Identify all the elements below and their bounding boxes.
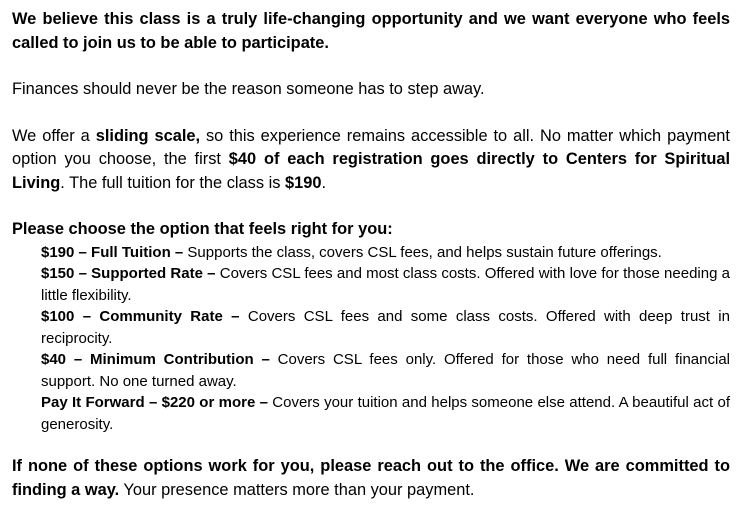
- sliding-scale-term: sliding scale,: [95, 126, 201, 145]
- option-description: Covers your tuition and helps someone else attend. A beautiful act of generosity.: [41, 394, 730, 433]
- offer-text-1: We offer a: [12, 126, 96, 145]
- option-full-tuition: [41, 242, 730, 264]
- option-supported-rate: [41, 263, 730, 306]
- closing-bold: If none of these options work for you, please reach out to the office. We are committed to finding a way.: [12, 457, 730, 499]
- closing-plain: Your presence matters more than your payment.: [119, 480, 475, 499]
- option-pay-it-forward: [41, 392, 730, 435]
- sliding-scale-paragraph: [12, 125, 730, 196]
- option-label: $150 – Supported Rate –: [41, 265, 220, 282]
- option-description: Covers CSL fees and some class costs. Offered with deep trust in reciprocity.: [41, 308, 730, 347]
- pricing-options-list: [12, 242, 730, 436]
- option-label: $40 – Minimum Contribution –: [41, 351, 278, 368]
- choose-heading: Please choose the option that feels right for you:: [12, 220, 393, 238]
- option-label: Pay It Forward – $220 or more –: [41, 394, 273, 411]
- csl-portion-note: $40 of each registration goes directly to Centers for Spiritual Living: [12, 150, 731, 192]
- option-description: Covers CSL fees and most class costs. Offered with love for those needing a little flexibility.: [41, 265, 731, 304]
- option-community-rate: [41, 306, 730, 349]
- option-label: $190 – Full Tuition –: [41, 243, 188, 261]
- option-label: $100 – Community Rate –: [41, 308, 248, 325]
- option-description: Covers CSL fees only. Offered for those who need full financial support. No one turned away.: [41, 351, 730, 390]
- intro-paragraph: We believe this class is a truly life-changing opportunity and we want everyone who feels called to join us to be able to participate.: [12, 10, 730, 52]
- offer-text-3: . The full tuition for the class is: [60, 173, 285, 192]
- option-description: Supports the class, covers CSL fees, and helps sustain future offerings.: [187, 243, 662, 261]
- full-tuition-amount: $190: [284, 173, 322, 192]
- offer-text-2: so this experience remains accessible to all. No matter which payment option you choose, the first: [12, 126, 730, 168]
- closing-paragraph: [12, 455, 730, 502]
- finances-paragraph: Finances should never be the reason someone has to step away.: [12, 80, 485, 98]
- offer-text-4: .: [321, 173, 327, 192]
- option-minimum-contribution: [41, 349, 730, 392]
